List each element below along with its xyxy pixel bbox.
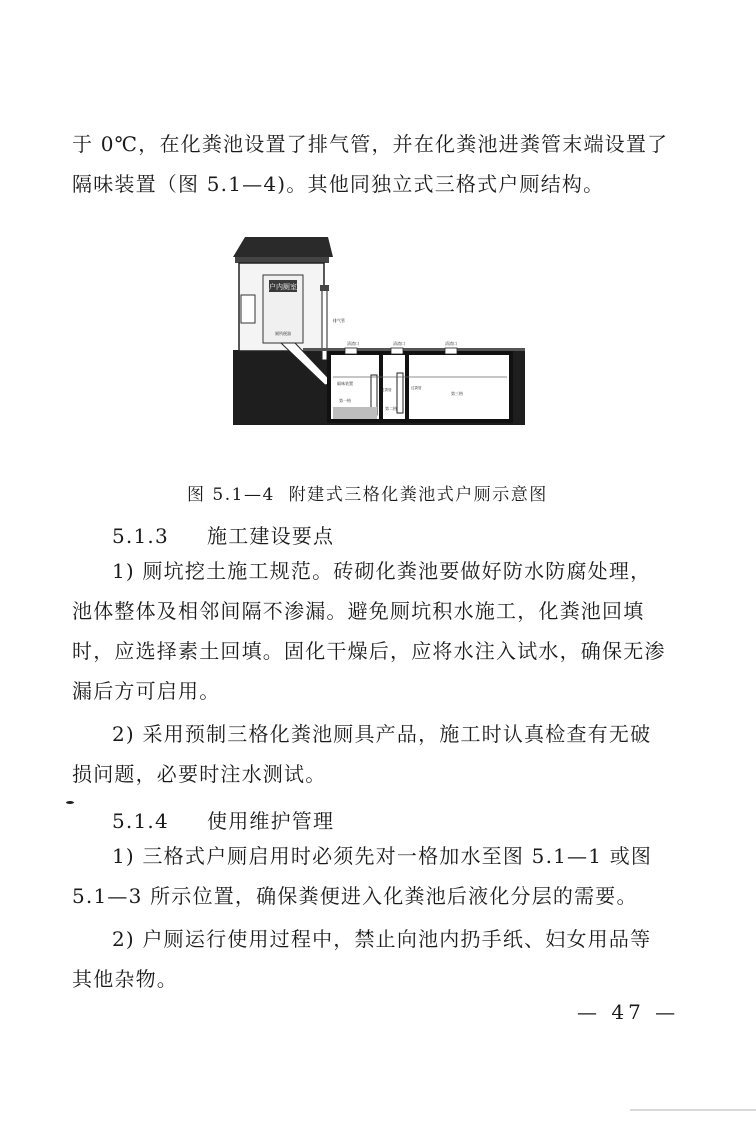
- compartment-1-label: 第一格: [339, 398, 351, 403]
- paragraph: [72, 551, 672, 711]
- section-number: 5.1.4: [112, 809, 169, 833]
- text-line: 其他杂物。: [72, 967, 178, 991]
- section-title: 使用维护管理: [207, 809, 335, 833]
- caption-number: 图 5.1—4: [187, 485, 275, 505]
- transfer-pipe-label: 过粪管: [381, 388, 392, 392]
- text-line: 1) 厕坑挖土施工规范。砖砌化粪池要做好防水防腐处理，: [112, 559, 652, 583]
- page-number: — 47 —: [577, 1000, 680, 1024]
- text-line: 2) 户厕运行使用过程中，禁止向池内扔手纸、妇女用品等: [112, 927, 652, 951]
- cleanout-label: 清渣口: [393, 341, 405, 346]
- section-heading-5-1-4: [112, 805, 334, 834]
- text-line: 时，应选择素土回填。固化干燥后，应将水注入试水，确保无渗: [72, 639, 666, 663]
- compartment-3-label: 第三格: [451, 391, 463, 396]
- toilet-label: 厕所便器: [275, 331, 291, 336]
- scan-mark: [66, 801, 74, 804]
- compartment-2-label: 第二格: [385, 406, 397, 411]
- paragraph: [72, 714, 672, 794]
- intro-paragraph: [72, 124, 672, 204]
- section-title: 施工建设要点: [207, 524, 335, 548]
- paragraph: [72, 836, 672, 916]
- cleanout-label: 清渣口: [347, 341, 359, 346]
- text-line: 1) 三格式户厕启用时必须先对一格加水至图 5.1—1 或图: [112, 844, 653, 868]
- transfer-pipe-label: 过粪管: [411, 386, 422, 390]
- room-label: 户内厕室: [269, 283, 297, 291]
- cleanout-label: 清渣口: [445, 341, 457, 346]
- text-line: 于 0℃，在化粪池设置了排气管，并在化粪池进粪管末端设置了: [72, 132, 669, 156]
- section-number: 5.1.3: [112, 524, 169, 548]
- text-line: 漏后方可启用。: [72, 679, 221, 703]
- text-line: 2) 采用预制三格化粪池厕具产品，施工时认真检查有无破: [112, 722, 652, 746]
- section-heading-5-1-3: [112, 520, 334, 549]
- text-line: 损问题，必要时注水测试。: [72, 762, 327, 786]
- septic-tank-diagram: [233, 235, 525, 425]
- figure-caption: [187, 480, 548, 505]
- paragraph: [72, 919, 672, 999]
- caption-text: 附建式三格化粪池式户厕示意图: [288, 485, 548, 505]
- vent-label: 排气管: [333, 318, 345, 323]
- text-line: 隔味装置（图 5.1—4)。其他同独立式三格式户厕结构。: [72, 172, 605, 196]
- text-line: 5.1—3 所示位置，确保粪便进入化粪池后液化分层的需要。: [72, 884, 638, 908]
- text-line: 池体整体及相邻间隔不渗漏。避免厕坑积水施工，化粪池回填: [72, 599, 645, 623]
- trap-label: 隔味装置: [337, 381, 353, 386]
- scan-edge-line: [630, 1109, 756, 1111]
